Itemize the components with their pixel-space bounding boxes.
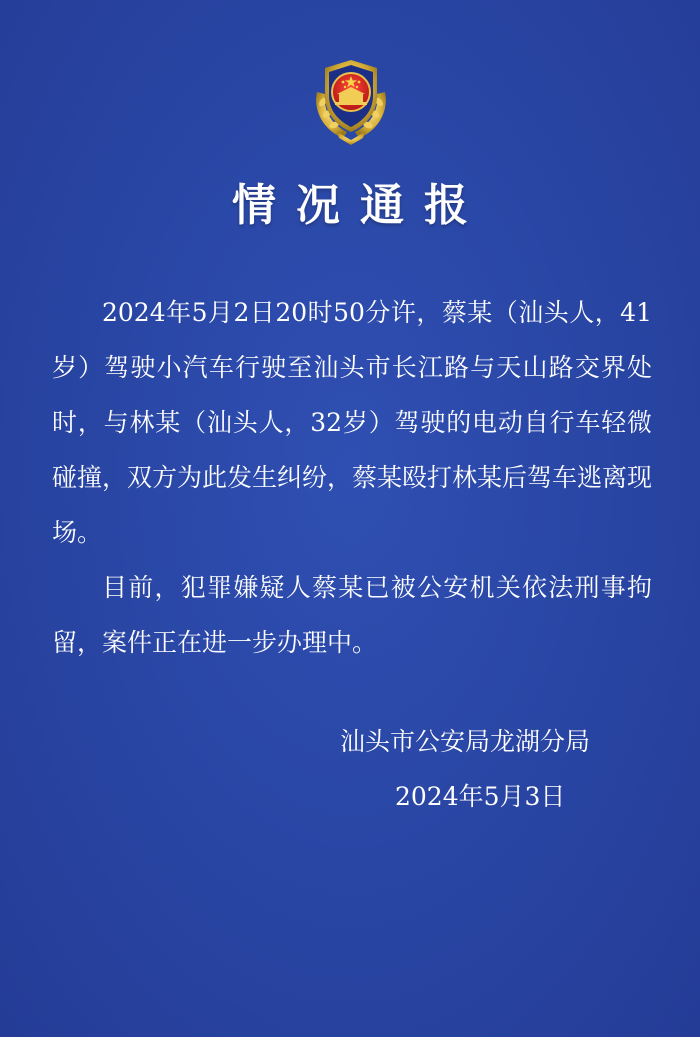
notice-title: 情况通报 xyxy=(232,180,488,231)
issuing-organization: 汕头市公安局龙湖分局 xyxy=(340,727,591,756)
notice-body xyxy=(52,285,652,670)
notice-paragraph: 目前，犯罪嫌疑人蔡某已被公安机关依法刑事拘留，案件正在进一步办理中。 xyxy=(52,573,652,657)
issue-date: 2024年5月3日 xyxy=(395,782,566,811)
police-emblem-graphic xyxy=(303,52,399,148)
notice-paragraph: 2024年5月2日20时50分许，蔡某（汕头人，41岁）驾驶小汽车行驶至汕头市长江路与天山路交界处时，与林某（汕头人，32岁）驾驶的电动自行车轻微碰撞，双方为此发生纠纷，蔡某殴打林某后驾车逃离现场。 xyxy=(52,298,653,547)
police-emblem-icon xyxy=(303,52,399,148)
